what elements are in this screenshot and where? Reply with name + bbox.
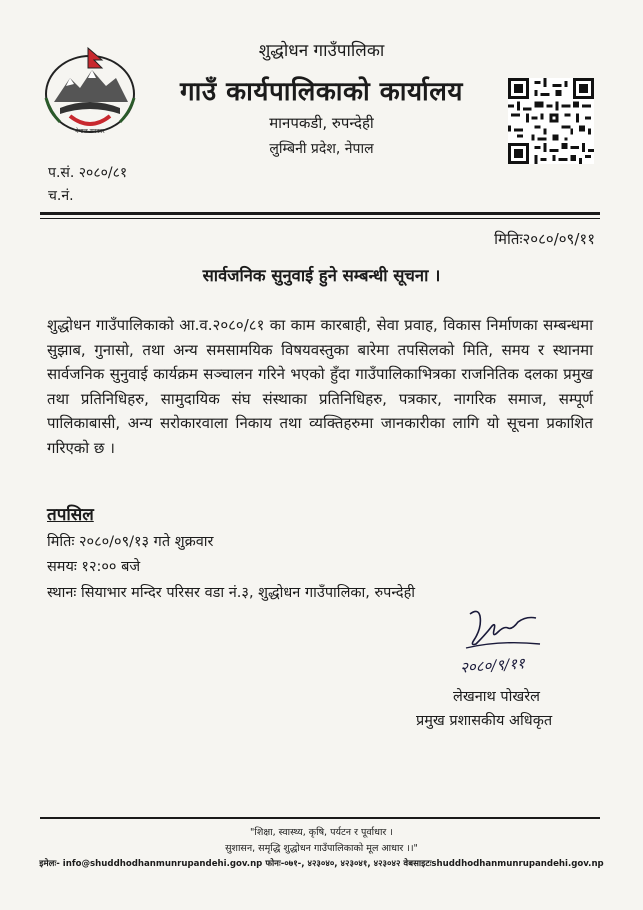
notice-body: शुद्धोधन गाउँपालिकाको आ.व.२०८०/८१ का काम कारबाही, सेवा प्रवाह, विकास निर्माणका सम्बन्धमा सुझाब, गुनासो, तथा अन्य समसामयिक विषयवस्तुका बारेमा तपसिलको मिति, समय र स्थानमा सार्वजनिक सुनुवाई कार्यक्रम सञ्चालन गरिने भएको हुँदा गाउँपालिकाभित्रका राजनितिक दलका प्रमुख तथा प्रतिनिधिहरु, सामुदायिक संघ संस्थाका प्रतिनिधिहरु, पत्रकार, नागरिक समाज, सम्पूर्ण पालिकाबासी, अन्य सरोकारवाला निकाय तथा व्यक्तिहरुमा जानकारीका लागि यो सूचना प्रकाशित गरिएको छ । <box>47 316 593 457</box>
office-location: मानपकडी, रुपन्देही <box>269 114 374 132</box>
event-date: मितिः २०८०/०९/१३ गते शुक्रवार <box>47 534 214 550</box>
footer-slogan-line2: सुशासन, समृद्धि शुद्धोधन गाउँपालिकाको मूल आधार ।।" <box>225 843 418 854</box>
notice-subject: सार्वजनिक सुनुवाई हुने सम्बन्धी सूचना । <box>202 266 441 285</box>
letter-date: मितिः२०८०/०९/११ <box>494 230 595 248</box>
footer-slogan-line1: "शिक्षा, स्वास्थ्य, कृषि, पर्यटन र पूर्वाधार । <box>250 827 393 838</box>
event-place: स्थानः सियाभार मन्दिर परिसर वडा नं.३, शुद्धोधन गाउँपालिका, रुपन्देही <box>47 585 416 601</box>
signer-name: लेखनाथ पोखरेल <box>453 689 540 705</box>
event-time: समयः १२:०० बजे <box>47 559 141 575</box>
municipality-name: शुद्धोधन गाउँपालिका <box>258 41 385 61</box>
emblem-text: नेपाल सरकार <box>75 128 105 135</box>
footer-divider <box>40 817 600 819</box>
signature-date: २०८०/९/११ <box>459 654 526 677</box>
header-divider <box>40 212 600 215</box>
footer-contact: इमेलः- info@shuddhodhanmunrupandehi.gov.np फोनः-०७१-, ४२३०४०, ४२३०४१, ४२३०४२ वेबसाइटःshuddhodhanmunrupandehi.gov.np <box>39 859 604 869</box>
signature-icon <box>440 604 580 680</box>
office-name: गाउँ कार्यपालिकाको कार्यालय <box>180 77 463 107</box>
letter-reference-number: प.सं. २०८०/८१ <box>48 165 128 181</box>
signer-title: प्रमुख प्रशासकीय अधिकृत <box>416 713 553 729</box>
dispatch-number: च.नं. <box>48 188 74 204</box>
details-heading: तपसिल <box>47 505 94 525</box>
office-province: लुम्बिनी प्रदेश, नेपाल <box>269 141 374 157</box>
header-divider-thin <box>40 218 600 219</box>
